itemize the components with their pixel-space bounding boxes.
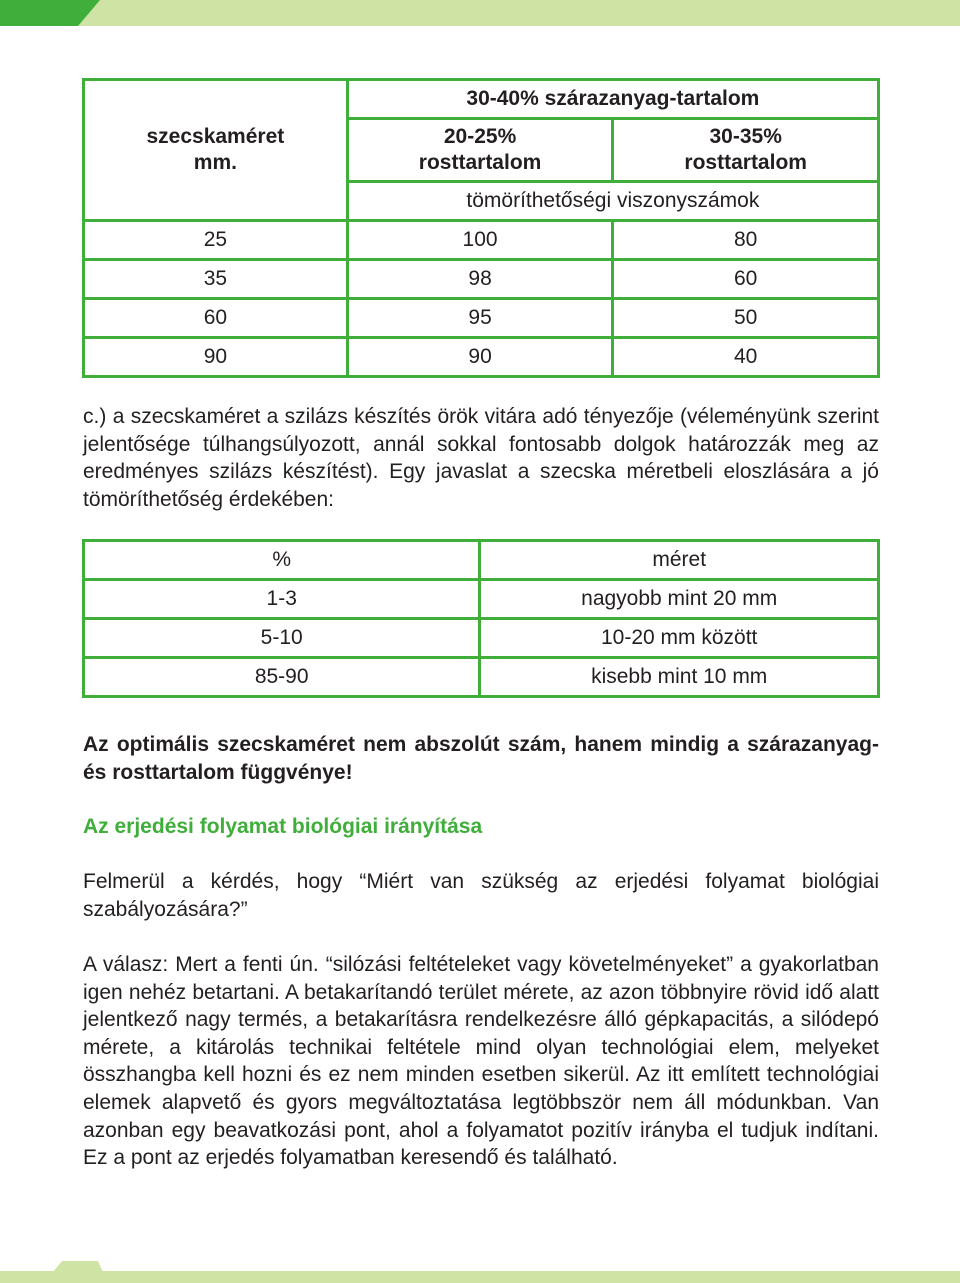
fiber-30-35-line1: 30-35%: [709, 125, 782, 148]
value-cell: 100: [347, 221, 613, 260]
compaction-index-subheader: tömöríthetőségi viszonyszámok: [347, 182, 878, 221]
bottom-decor-band: [0, 1251, 960, 1283]
value-cell: 95: [347, 299, 613, 338]
table-row: [84, 299, 879, 338]
table-row: [84, 338, 879, 377]
table-row: [84, 619, 879, 658]
size-cell: 90: [84, 338, 348, 377]
fiber-20-25-header: [347, 119, 613, 182]
size-cell: 25: [84, 221, 348, 260]
size-header-line1: szecskaméret: [146, 125, 285, 148]
fiber-30-35-header: [613, 119, 879, 182]
section-heading: Az erjedési folyamat biológiai irányítása: [83, 815, 483, 838]
table-row: [84, 260, 879, 299]
size-cell: nagyobb mint 20 mm: [480, 580, 879, 619]
percent-cell: 85-90: [84, 658, 480, 697]
percent-header: %: [84, 541, 480, 580]
size-cell: 35: [84, 260, 348, 299]
chop-size-paragraph: c.) a szecskaméret a szilázs készítés örök vitára adó tényezője (véleményünk szerint jelentősége túlhangsúlyozott, annál sokkal fontosabb dolgok határozzák meg az eredményes szilázs készítést). Egy javaslat a szecska méretbeli eloszlására a jó tömöríthetőség érdekében:: [83, 405, 879, 511]
table-row: [84, 580, 879, 619]
answer-paragraph: A válasz: Mert a fenti ún. “silózási feltételeket vagy követelményeket” a gyakorlatban igen nehéz betartani. A betakarítandó terület mérete, az azon többnyire rövid idő alatt jelentkező nagy termés, a betakarításra rendelkezésre álló gépkapacitás, a silódepó mérete, a kitárolás technikai feltétele mind olyan technológiai elem, melyeket összhangba kell hozni és ez nem minden esetben sikerül. Az itt említett technológiai elemek alapvető és gyors megváltoztatása legtöbbször nem áll módunkban. Van azonban egy beavatkozási pont, ahol a folyamatot pozitív irányba el tudjuk indítani. Ez a pont az erjedés folyamatban keresendő és található.: [83, 953, 879, 1170]
value-cell: 50: [613, 299, 879, 338]
value-cell: 40: [613, 338, 879, 377]
size-column-header: [84, 80, 348, 221]
value-cell: 80: [613, 221, 879, 260]
percent-cell: 1-3: [84, 580, 480, 619]
fiber-20-25-line1: 20-25%: [443, 125, 517, 148]
table-row: [84, 221, 879, 260]
table-header-row: [84, 541, 879, 580]
value-cell: 98: [347, 260, 613, 299]
percent-cell: 5-10: [84, 619, 480, 658]
chop-distribution-table: [82, 539, 880, 698]
fiber-30-35-line2: rosttartalom: [684, 151, 807, 174]
size-header: méret: [480, 541, 879, 580]
size-cell: 10-20 mm között: [480, 619, 879, 658]
value-cell: 60: [613, 260, 879, 299]
table-row: [84, 658, 879, 697]
fiber-20-25-line2: rosttartalom: [418, 151, 542, 174]
chop-size-compaction-table: [82, 78, 880, 378]
size-cell: kisebb mint 10 mm: [480, 658, 879, 697]
question-paragraph: Felmerül a kérdés, hogy “Miért van szükség az erjedési folyamat biológiai szabályozására?”: [83, 870, 879, 921]
size-cell: 60: [84, 299, 348, 338]
value-cell: 90: [347, 338, 613, 377]
size-header-line2: mm.: [193, 151, 237, 174]
top-decor-band: [0, 0, 960, 26]
optimal-size-statement: Az optimális szecskaméret nem abszolút szám, hanem mindig a szárazanyag- és rosttartalom függvénye!: [83, 733, 879, 784]
dry-matter-group-header: 30-40% szárazanyag-tartalom: [347, 80, 878, 119]
